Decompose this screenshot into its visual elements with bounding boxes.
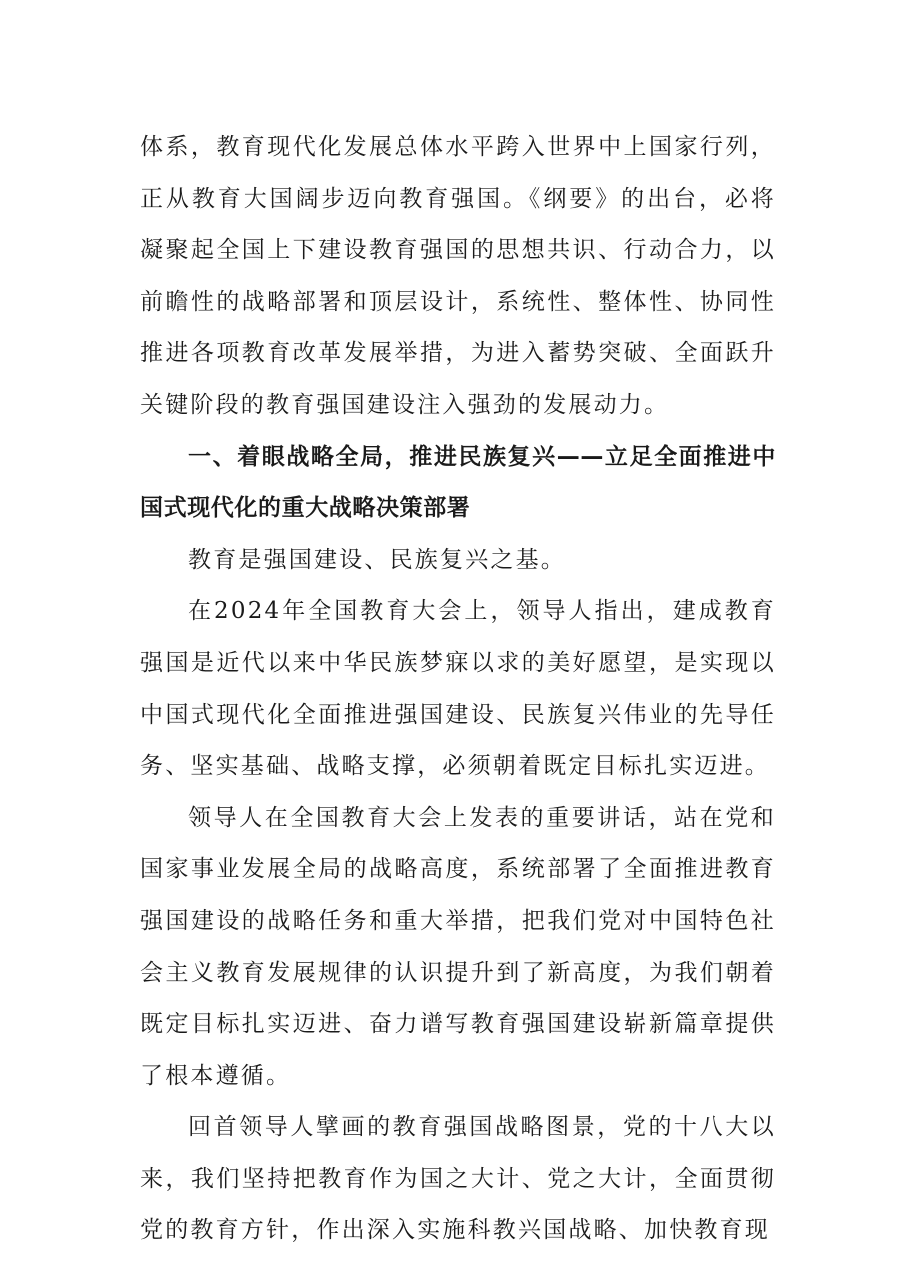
- body-paragraph: 在2024年全国教育大会上，领导人指出，建成教育强国是近代以来中华民族梦寐以求的美好愿望，是实现以中国式现代化全面推进强国建设、民族复兴伟业的先导任务、坚实基础、战略支撑，必须朝着既定目标扎实迈进。: [140, 598, 776, 780]
- body-paragraph: 教育是强国建设、民族复兴之基。: [188, 546, 566, 573]
- body-paragraph: 领导人在全国教育大会上发表的重要讲话，站在党和国家事业发展全局的战略高度，系统部署了全面推进教育强国建设的战略任务和重大举措，把我们党对中国特色社会主义教育发展规律的认识提升到了新高度，为我们朝着既定目标扎实迈进、奋力谱写教育强国建设崭新篇章提供了根本遵循。: [140, 804, 776, 1089]
- section-heading: 一、着眼战略全局，推进民族复兴——立足全面推进中国式现代化的重大战略决策部署: [140, 443, 776, 522]
- document-page: [140, 122, 776, 1257]
- body-paragraph: 体系，教育现代化发展总体水平跨入世界中上国家行列，正从教育大国阔步迈向教育强国。《纲要》的出台，必将凝聚起全国上下建设教育强国的思想共识、行动合力，以前瞻性的战略部署和顶层设计，系统性、整体性、协同性推进各项教育改革发展举措，为进入蓄势突破、全面跃升关键阶段的教育强国建设注入强劲的发展动力。: [140, 134, 776, 418]
- body-paragraph: 回首领导人擘画的教育强国战略图景，党的十八大以来，我们坚持把教育作为国之大计、党之大计，全面贯彻党的教育方针，作出深入实施科教兴国战略、加快教育现: [140, 1114, 776, 1244]
